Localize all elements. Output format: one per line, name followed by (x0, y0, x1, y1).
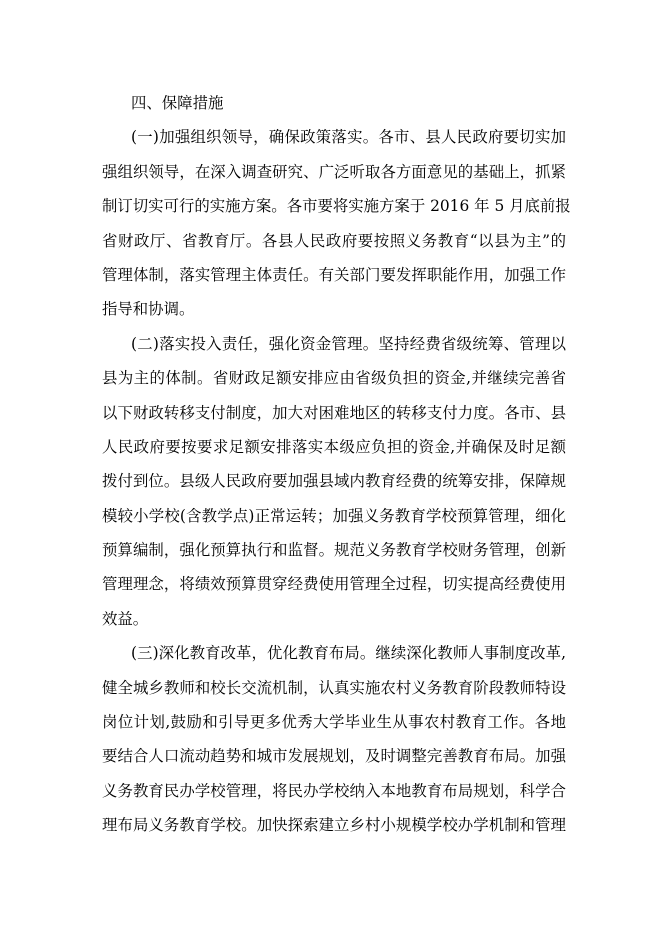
document-body (102, 86, 571, 843)
paragraph-line: 县为主的体制。省财政足额安排应由省级负担的资金,并继续完善省 (102, 369, 566, 388)
paragraph-line: (二)落实投入责任，强化资金管理。坚持经费省级统筹、管理以 (131, 334, 566, 353)
paragraph-line: 管理理念，将绩效预算贯穿经费使用管理全过程，切实提高经费使用 (102, 575, 566, 594)
paragraph-1 (102, 120, 571, 326)
paragraph-line: 制订切实可行的实施方案。各市要将实施方案于 2016 年 5 月底前报 (102, 197, 571, 216)
paragraph-line: (三)深化教育改革，优化教育布局。继续深化教师人事制度改革, (131, 644, 566, 663)
paragraph-line: 以下财政转移支付制度，加大对困难地区的转移支付力度。各市、县 (102, 403, 566, 422)
paragraph-line: 管理体制，落实管理主体责任。有关部门要发挥职能作用，加强工作 (102, 265, 566, 284)
paragraph-2 (102, 327, 566, 637)
paragraph-line: 效益。 (102, 609, 149, 628)
paragraph-line: 预算编制，强化预算执行和监督。规范义务教育学校财务管理，创新 (102, 541, 566, 560)
paragraph-line: 省财政厅、省教育厅。各县人民政府要按照义务教育“以县为主”的 (102, 231, 566, 250)
paragraph-line: 要结合人口流动趋势和城市发展规划，及时调整完善教育布局。加强 (102, 747, 566, 766)
paragraph-line: 强组织领导，在深入调查研究、广泛听取各方面意见的基础上，抓紧 (102, 162, 566, 181)
paragraph-line: 健全城乡教师和校长交流机制，认真实施农村义务教育阶段教师特设 (102, 678, 566, 697)
section-heading: 四、保障措施 (131, 94, 224, 112)
paragraph-line: 拨付到位。县级人民政府要加强县域内教育经费的统筹安排，保障规 (102, 472, 566, 491)
paragraph-line: 人民政府要按要求足额安排落实本级应负担的资金,并确保及时足额 (102, 437, 566, 456)
paragraph-line: 岗位计划,鼓励和引导更多优秀大学毕业生从事农村教育工作。各地 (102, 713, 566, 732)
paragraph-3 (102, 636, 566, 842)
paragraph-line: 义务教育民办学校管理，将民办学校纳入本地教育布局规划，科学合 (102, 781, 566, 800)
paragraph-line: 模较小学校(含教学点)正常运转；加强义务教育学校预算管理，细化 (102, 506, 566, 525)
paragraph-line: 指导和协调。 (102, 300, 195, 319)
paragraph-line: 理布局义务教育学校。加快探索建立乡村小规模学校办学机制和管理 (102, 816, 566, 835)
paragraph-line: (一)加强组织领导，确保政策落实。各市、县人民政府要切实加 (131, 128, 566, 147)
